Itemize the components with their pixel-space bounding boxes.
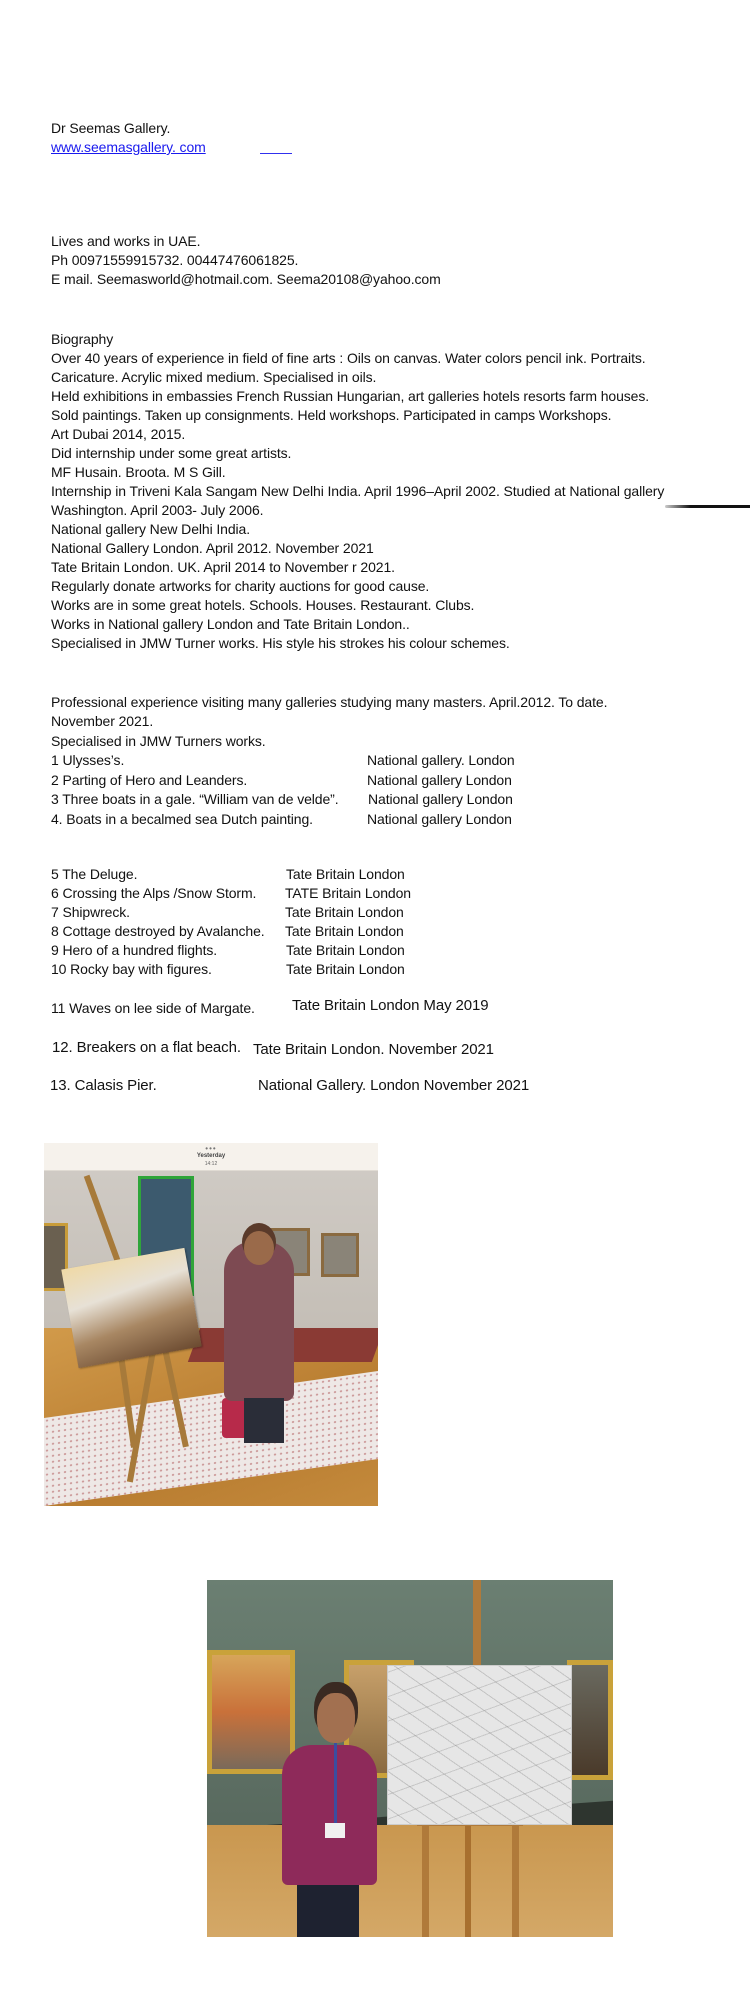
work-title: 13. Calasis Pier. <box>50 1077 157 1094</box>
photo-caption-bar <box>44 1143 378 1171</box>
framed-painting <box>567 1660 613 1780</box>
work-location: Tate Britain London. November 2021 <box>253 1041 494 1058</box>
work-title: 4. Boats in a becalmed sea Dutch painting. <box>51 811 313 827</box>
bio-line: Internship in Triveni Kala Sangam New Delhi India. April 1996–April 2002. Studied at National gallery <box>51 483 665 499</box>
bio-line: Works in National gallery London and Tate Britain London.. <box>51 616 410 632</box>
easel <box>473 1580 481 1675</box>
bio-line: Tate Britain London. UK. April 2014 to November r 2021. <box>51 559 395 575</box>
work-title: 12. Breakers on a flat beach. <box>52 1039 241 1056</box>
specialised-text: Specialised in JMW Turners works. <box>51 733 266 749</box>
bio-line: National gallery New Delhi India. <box>51 521 251 537</box>
professional-intro: Professional experience visiting many galleries studying many masters. April.2012. To date. <box>51 694 608 710</box>
work-location: Tate Britain London <box>286 866 405 882</box>
easel-leg <box>465 1820 471 1937</box>
framed-painting <box>321 1233 359 1277</box>
artist-photo-tate-britain <box>44 1143 378 1506</box>
work-title: 1 Ulysses’s. <box>51 752 125 768</box>
gallery-title: Dr Seemas Gallery. <box>51 120 171 136</box>
lanyard <box>334 1743 337 1823</box>
work-location: Tate Britain London <box>285 923 404 939</box>
bio-line: Over 40 years of experience in field of fine arts : Oils on canvas. Water colors pencil ink. Portraits. <box>51 350 646 366</box>
biography-heading: Biography <box>51 331 114 347</box>
id-badge <box>325 1823 345 1838</box>
work-title: 8 Cottage destroyed by Avalanche. <box>51 923 265 939</box>
website-link[interactable]: www.seemasgallery. com <box>51 139 206 155</box>
work-location: Tate Britain London <box>285 904 404 920</box>
artist-figure <box>282 1745 377 1885</box>
bio-line: Specialised in JMW Turner works. His style his strokes his colour schemes. <box>51 635 510 651</box>
work-title: 7 Shipwreck. <box>51 904 130 920</box>
work-location: National gallery London <box>368 791 513 807</box>
artist-figure <box>224 1241 294 1401</box>
work-title: 2 Parting of Hero and Leanders. <box>51 772 248 788</box>
bio-line: National Gallery London. April 2012. November 2021 <box>51 540 374 556</box>
bio-line: Did internship under some great artists. <box>51 445 292 461</box>
work-location: Tate Britain London May 2019 <box>292 997 489 1014</box>
photo-caption-title: Yesterday <box>196 1153 226 1159</box>
location-text: Lives and works in UAE. <box>51 233 201 249</box>
work-title: 5 The Deluge. <box>51 866 138 882</box>
artist-photo-national-gallery <box>207 1580 613 1937</box>
bio-line: Sold paintings. Taken up consignments. Held workshops. Participated in camps Workshops. <box>51 407 612 423</box>
blank-link[interactable] <box>260 153 292 154</box>
wooden-floor <box>207 1825 613 1937</box>
framed-painting <box>207 1650 295 1774</box>
easel-leg <box>422 1825 429 1937</box>
bio-line: Regularly donate artworks for charity auctions for good cause. <box>51 578 430 594</box>
work-location: National Gallery. London November 2021 <box>258 1077 530 1094</box>
work-location: TATE Britain London <box>285 885 411 901</box>
work-location: Tate Britain London <box>286 961 405 977</box>
work-title: 3 Three boats in a gale. “William van de velde”. <box>51 791 339 807</box>
artist-head <box>317 1693 355 1743</box>
work-location: National gallery London <box>367 772 512 788</box>
work-title: 11 Waves on lee side of Margate. <box>51 1000 255 1016</box>
bio-line: Held exhibitions in embassies French Russian Hungarian, art galleries hotels resorts farm houses. <box>51 388 650 404</box>
photo-caption-time: 14:12 <box>204 1161 218 1167</box>
bio-line: MF Husain. Broota. M S Gill. <box>51 464 226 480</box>
work-title: 6 Crossing the Alps /Snow Storm. <box>51 885 257 901</box>
bio-line: Works are in some great hotels. Schools. Houses. Restaurant. Clubs. <box>51 597 475 613</box>
work-title: 9 Hero of a hundred flights. <box>51 942 218 958</box>
work-location: Tate Britain London <box>286 942 405 958</box>
work-title: 10 Rocky bay with figures. <box>51 961 212 977</box>
bio-line: Art Dubai 2014, 2015. <box>51 426 186 442</box>
professional-intro-cont: November 2021. <box>51 713 154 729</box>
more-icon: ••• <box>205 1144 217 1153</box>
work-location: National gallery. London <box>367 752 515 768</box>
easel-leg <box>512 1825 519 1937</box>
work-location: National gallery London <box>367 811 512 827</box>
sketch-canvas <box>387 1665 572 1825</box>
email-text: E mail. Seemasworld@hotmail.com. Seema20108@yahoo.com <box>51 271 441 287</box>
bio-line: Caricature. Acrylic mixed medium. Specialised in oils. <box>51 369 377 385</box>
bio-line: Washington. April 2003- July 2006. <box>51 502 264 518</box>
pen-stroke-mark <box>665 505 750 508</box>
phone-text: Ph 00971559915732. 00447476061825. <box>51 252 299 268</box>
artist-legs <box>244 1398 284 1443</box>
artist-head <box>244 1231 274 1265</box>
painting-canvas <box>61 1248 201 1368</box>
